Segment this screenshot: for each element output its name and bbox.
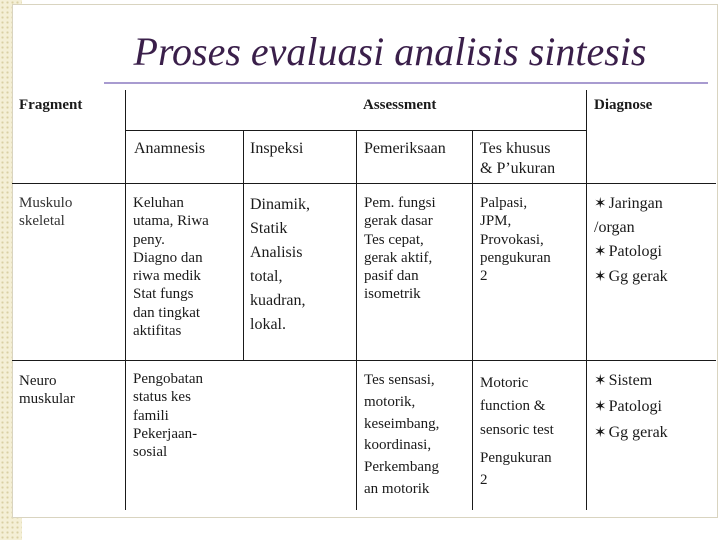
diagnose-item: ✶ Gg gerak [594, 424, 668, 441]
header-assessment: Assessment [363, 97, 437, 113]
col-divider-fragment [125, 90, 126, 510]
six-point-star-icon: ✶ [594, 373, 607, 389]
row-musculo-fragment: Muskulo skeletal [19, 195, 73, 230]
header-fragment: Fragment [19, 97, 83, 113]
row-neuro-pemeriksaan: Tes sensasi, motorik, keseimbang, koordinasi, Perkembang an motorik [364, 372, 440, 497]
six-point-star-icon: ✶ [594, 425, 607, 441]
row-neuro-anamnesis: Pengobatan status kes famili Pekerjaan- sosial [133, 371, 203, 461]
row-neuro-tes-khusus-1: Motoric function & sensoric test [480, 375, 554, 438]
row-divider-musculo [12, 360, 716, 361]
subheader-anamnesis: Anamnesis [134, 140, 206, 157]
row-musculo-pemeriksaan: Pem. fungsi gerak dasar Tes cepat, gerak aktif, pasif dan isometrik [364, 195, 436, 303]
subheader-tes-khusus: Tes khusus & P’ukuran [480, 140, 556, 177]
subheader-inspeksi: Inspeksi [250, 140, 304, 157]
diagnose-item: ✶ Jaringan /organ [594, 195, 663, 236]
row-divider-header [125, 130, 586, 131]
row-musculo-tes-khusus: Palpasi, JPM, Provokasi, pengukuran 2 [480, 195, 551, 285]
six-point-star-icon: ✶ [594, 399, 607, 415]
col-divider-anamnesis [243, 130, 244, 360]
diagnose-item: ✶ Patologi [594, 398, 662, 415]
col-divider-pemeriksaan [472, 130, 473, 510]
header-diagnose: Diagnose [594, 97, 653, 113]
col-divider-inspeksi [356, 130, 357, 510]
slide-title: Proses evaluasi analisis sintesis [133, 29, 647, 74]
row-divider-subheader [12, 183, 716, 184]
diagnose-item: ✶ Sistem [594, 372, 653, 389]
row-neuro-fragment: Neuro muskular [19, 373, 75, 408]
six-point-star-icon: ✶ [594, 269, 607, 285]
col-divider-diagnose [586, 90, 587, 510]
row-musculo-anamnesis: Keluhan utama, Riwa peny. Diagno dan riwa medik Stat fungs dan tingkat aktifitas [133, 195, 209, 340]
six-point-star-icon: ✶ [594, 196, 607, 212]
subheader-pemeriksaan: Pemeriksaan [364, 140, 446, 157]
title-underline [104, 82, 708, 84]
row-neuro-tes-khusus-2: Pengukuran 2 [480, 450, 552, 488]
six-point-star-icon: ✶ [594, 244, 607, 260]
diagnose-item: ✶ Gg gerak [594, 268, 668, 285]
diagnose-item: ✶ Patologi [594, 243, 662, 260]
row-musculo-inspeksi: Dinamik, Statik Analisis total, kuadran, lokal. [250, 196, 310, 333]
